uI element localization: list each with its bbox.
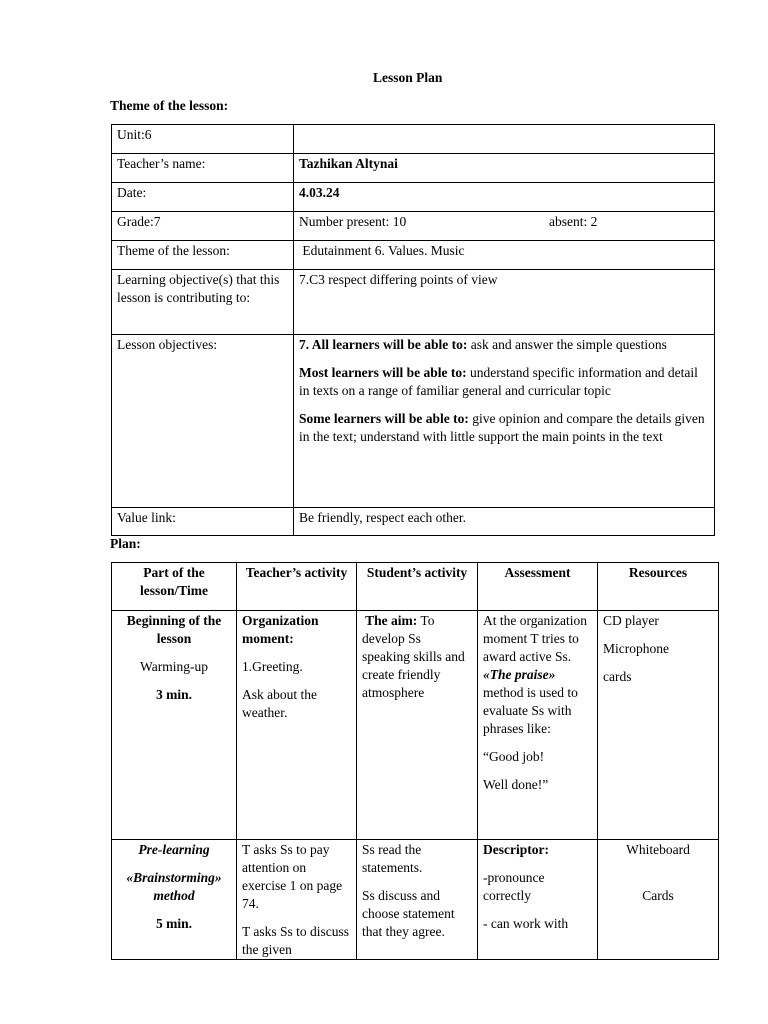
absent-count: absent: 2 xyxy=(549,214,598,229)
date-label: Date: xyxy=(112,183,294,212)
value-link-value: Be friendly, respect each other. xyxy=(294,508,715,536)
table-row xyxy=(112,270,715,335)
table-row xyxy=(112,840,719,960)
table-row xyxy=(112,508,715,536)
student-activity-cell: The aim: To develop Ss speaking skills and create friendly atmosphere xyxy=(357,611,478,840)
teacher-label: Teacher’s name: xyxy=(112,154,294,183)
plan-heading: Plan: xyxy=(110,536,141,551)
header-assessment: Assessment xyxy=(478,563,598,611)
lesson-objectives-label: Lesson objectives: xyxy=(112,335,294,508)
number-present: Number present: 10 xyxy=(299,214,407,229)
assessment-cell: Descriptor: -pronounce correctly - can work with xyxy=(478,840,598,960)
grade-label: Grade:7 xyxy=(112,212,294,241)
date-value: 4.03.24 xyxy=(294,183,715,212)
table-header-row xyxy=(112,563,719,611)
assessment-cell: At the organization moment T tries to award active Ss. «The praise» method is used to evaluate Ss with phrases like: “Good job! Well done!” xyxy=(478,611,598,840)
teacher-activity-cell: T asks Ss to pay attention on exercise 1 on page 74. T asks Ss to discuss the given xyxy=(237,840,357,960)
header-teacher: Teacher’s activity xyxy=(237,563,357,611)
lesson-objectives-value xyxy=(294,335,715,508)
header-resources: Resources xyxy=(598,563,719,611)
theme-value: Edutainment 6. Values. Music xyxy=(294,241,715,270)
objective-some: Some learners will be able to: give opinion and compare the details given in the text; understand with little support the main points in the text xyxy=(299,411,705,444)
teacher-activity-cell: Organization moment: 1.Greeting. Ask about the weather. xyxy=(237,611,357,840)
table-row xyxy=(112,125,715,154)
table-row xyxy=(112,611,719,840)
table-row xyxy=(112,241,715,270)
unit-label: Unit:6 xyxy=(112,125,294,154)
objective-all: 7. All learners will be able to: ask and answer the simple questions xyxy=(299,337,667,352)
value-link-label: Value link: xyxy=(112,508,294,536)
table-row xyxy=(112,154,715,183)
unit-value xyxy=(294,125,715,154)
lesson-info-table xyxy=(111,124,715,536)
attendance-cell xyxy=(294,212,715,241)
theme-label: Theme of the lesson: xyxy=(112,241,294,270)
plan-table xyxy=(111,562,719,960)
learning-objective-value: 7.C3 respect differing points of view xyxy=(294,270,715,335)
teacher-value: Tazhikan Altynai xyxy=(294,154,715,183)
table-row xyxy=(112,183,715,212)
learning-objective-label: Learning objective(s) that this lesson is contributing to: xyxy=(112,270,294,335)
header-student: Student’s activity xyxy=(357,563,478,611)
part-cell: Pre-learning «Brainstorming» method 5 min. xyxy=(112,840,237,960)
header-part: Part of the lesson/Time xyxy=(112,563,237,611)
table-row xyxy=(112,335,715,508)
objective-most: Most learners will be able to: understand specific information and detail in texts on a range of familiar general and curricular topic xyxy=(299,365,698,398)
resources-cell: Whiteboard Cards xyxy=(598,840,719,960)
resources-cell: CD player Microphone cards xyxy=(598,611,719,840)
table-row xyxy=(112,212,715,241)
student-activity-cell: Ss read the statements. Ss discuss and choose statement that they agree. xyxy=(357,840,478,960)
part-cell: Beginning of the lesson Warming-up 3 min. xyxy=(112,611,237,840)
theme-heading: Theme of the lesson: xyxy=(110,98,229,113)
